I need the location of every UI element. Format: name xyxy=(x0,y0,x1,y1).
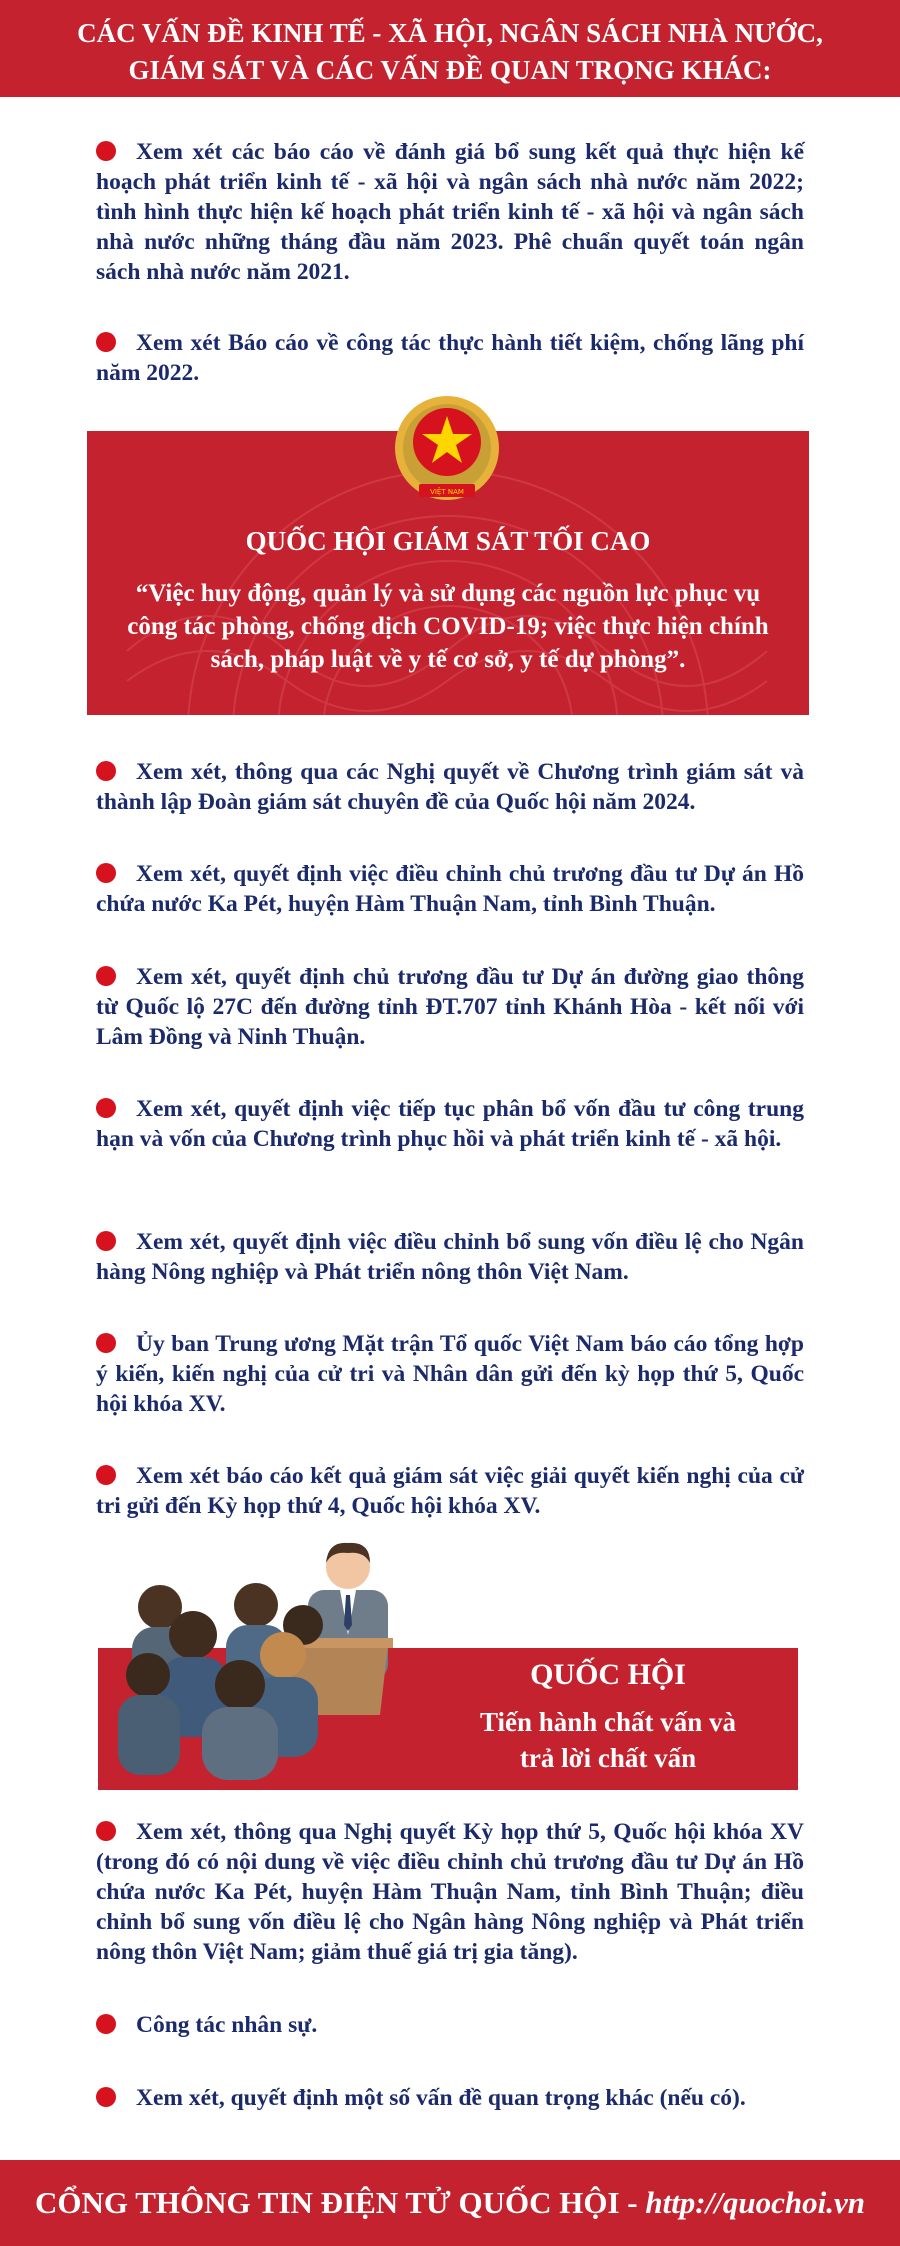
list-item xyxy=(96,1461,804,1521)
national-emblem-icon xyxy=(389,392,505,508)
footer-url-link[interactable]: http://quochoi.vn xyxy=(645,2185,865,2220)
header-line-1: CÁC VẤN ĐỀ KINH TẾ - XÃ HỘI, NGÂN SÁCH NHÀ NƯỚC, xyxy=(77,18,823,48)
footer-label: CỔNG THÔNG TIN ĐIỆN TỬ QUỐC HỘI - xyxy=(35,2185,646,2220)
list-item xyxy=(96,2083,804,2113)
list-item xyxy=(96,2010,804,2040)
list-item-text: Xem xét, quyết định chủ trương đầu tư Dự án đường giao thông từ Quốc lộ 27C đến đường tỉnh ĐT.707 tỉnh Khánh Hòa - kết nối với Lâm Đồng và Ninh Thuận. xyxy=(96,964,804,1050)
bullet-icon xyxy=(96,2087,116,2107)
list-item xyxy=(96,1817,804,1967)
bullet-icon xyxy=(96,332,116,352)
bullet-icon xyxy=(96,2014,116,2034)
list-item-text: Xem xét, thông qua các Nghị quyết về Chương trình giám sát và thành lập Đoàn giám sát chuyên đề của Quốc hội năm 2024. xyxy=(96,759,804,815)
qa-subtitle-line-2: trả lời chất vấn xyxy=(519,1743,697,1773)
qa-subtitle xyxy=(438,1704,778,1776)
list-item xyxy=(96,962,804,1052)
bullet-icon xyxy=(96,1098,116,1118)
bullet-icon xyxy=(96,863,116,883)
list-item-text: Xem xét, quyết định việc tiếp tục phân bổ vốn đầu tư công trung hạn và vốn của Chương trình phục hồi và phát triển kinh tế - xã hội. xyxy=(96,1096,804,1152)
qa-title: QUỐC HỘI xyxy=(530,1658,686,1691)
list-item-text: Xem xét Báo cáo về công tác thực hành tiết kiệm, chống lãng phí năm 2022. xyxy=(96,330,804,386)
audience-speaker-illustration-icon xyxy=(118,1535,408,1780)
list-item xyxy=(96,1227,804,1287)
bullet-icon xyxy=(96,1465,116,1485)
list-item xyxy=(96,859,804,919)
bullet-icon xyxy=(96,1333,116,1353)
bullet-icon xyxy=(96,1231,116,1251)
bullet-icon xyxy=(96,761,116,781)
bullet-icon xyxy=(96,141,116,161)
bullet-icon xyxy=(96,966,116,986)
list-item-text: Xem xét, thông qua Nghị quyết Kỳ họp thứ 5, Quốc hội khóa XV (trong đó có nội dung về việc điều chỉnh chủ trương đầu tư Dự án Hồ chứa nước Ka Pét, huyện Hàm Thuận Nam, tỉnh Bình Thuận; điều chỉnh bổ sung vốn điều lệ cho Ngân hàng Nông nghiệp và Phát triển nông thôn Việt Nam; giảm thuế giá trị gia tăng). xyxy=(96,1819,804,1965)
supervision-quote: “Việc huy động, quản lý và sử dụng các nguồn lực phục vụ công tác phòng, chống dịch COVID-19; việc thực hiện chính sách, pháp luật về y tế cơ sở, y tế dự phòng”. xyxy=(127,580,769,673)
bullet-icon xyxy=(96,1821,116,1841)
list-item xyxy=(96,1094,804,1154)
page-header xyxy=(0,0,900,97)
supervision-title: QUỐC HỘI GIÁM SÁT TỐI CAO xyxy=(245,526,651,556)
list-item xyxy=(96,1329,804,1419)
list-item-text: Ủy ban Trung ương Mặt trận Tổ quốc Việt Nam báo cáo tổng hợp ý kiến, kiến nghị của cử tri và Nhân dân gửi đến kỳ họp thứ 5, Quốc hội khóa XV. xyxy=(96,1331,804,1417)
list-item xyxy=(96,328,804,388)
list-item-text: Xem xét, quyết định việc điều chỉnh bổ sung vốn điều lệ cho Ngân hàng Nông nghiệp và Phát triển nông thôn Việt Nam. xyxy=(96,1229,804,1285)
list-item xyxy=(96,137,804,287)
list-item-text: Công tác nhân sự. xyxy=(136,2012,318,2038)
list-item-text: Xem xét, quyết định việc điều chỉnh chủ trương đầu tư Dự án Hồ chứa nước Ka Pét, huyện Hàm Thuận Nam, tỉnh Bình Thuận. xyxy=(96,861,804,917)
page-footer xyxy=(0,2160,900,2246)
list-item-text: Xem xét, quyết định một số vấn đề quan trọng khác (nếu có). xyxy=(136,2085,746,2111)
list-item xyxy=(96,757,804,817)
qa-subtitle-line-1: Tiến hành chất vấn và xyxy=(479,1707,737,1737)
emblem-label: VIỆT NAM xyxy=(430,488,464,496)
header-line-2: GIÁM SÁT VÀ CÁC VẤN ĐỀ QUAN TRỌNG KHÁC: xyxy=(128,55,772,85)
list-item-text: Xem xét các báo cáo về đánh giá bổ sung kết quả thực hiện kế hoạch phát triển kinh tế - xã hội và ngân sách nhà nước năm 2022; tình hình thực hiện kế hoạch phát triển kinh tế - xã hội và ngân sách nhà nước những tháng đầu năm 2023. Phê chuẩn quyết toán ngân sách nhà nước năm 2021. xyxy=(96,139,804,285)
list-item-text: Xem xét báo cáo kết quả giám sát việc giải quyết kiến nghị của cử tri gửi đến Kỳ họp thứ 4, Quốc hội khóa XV. xyxy=(96,1463,804,1519)
